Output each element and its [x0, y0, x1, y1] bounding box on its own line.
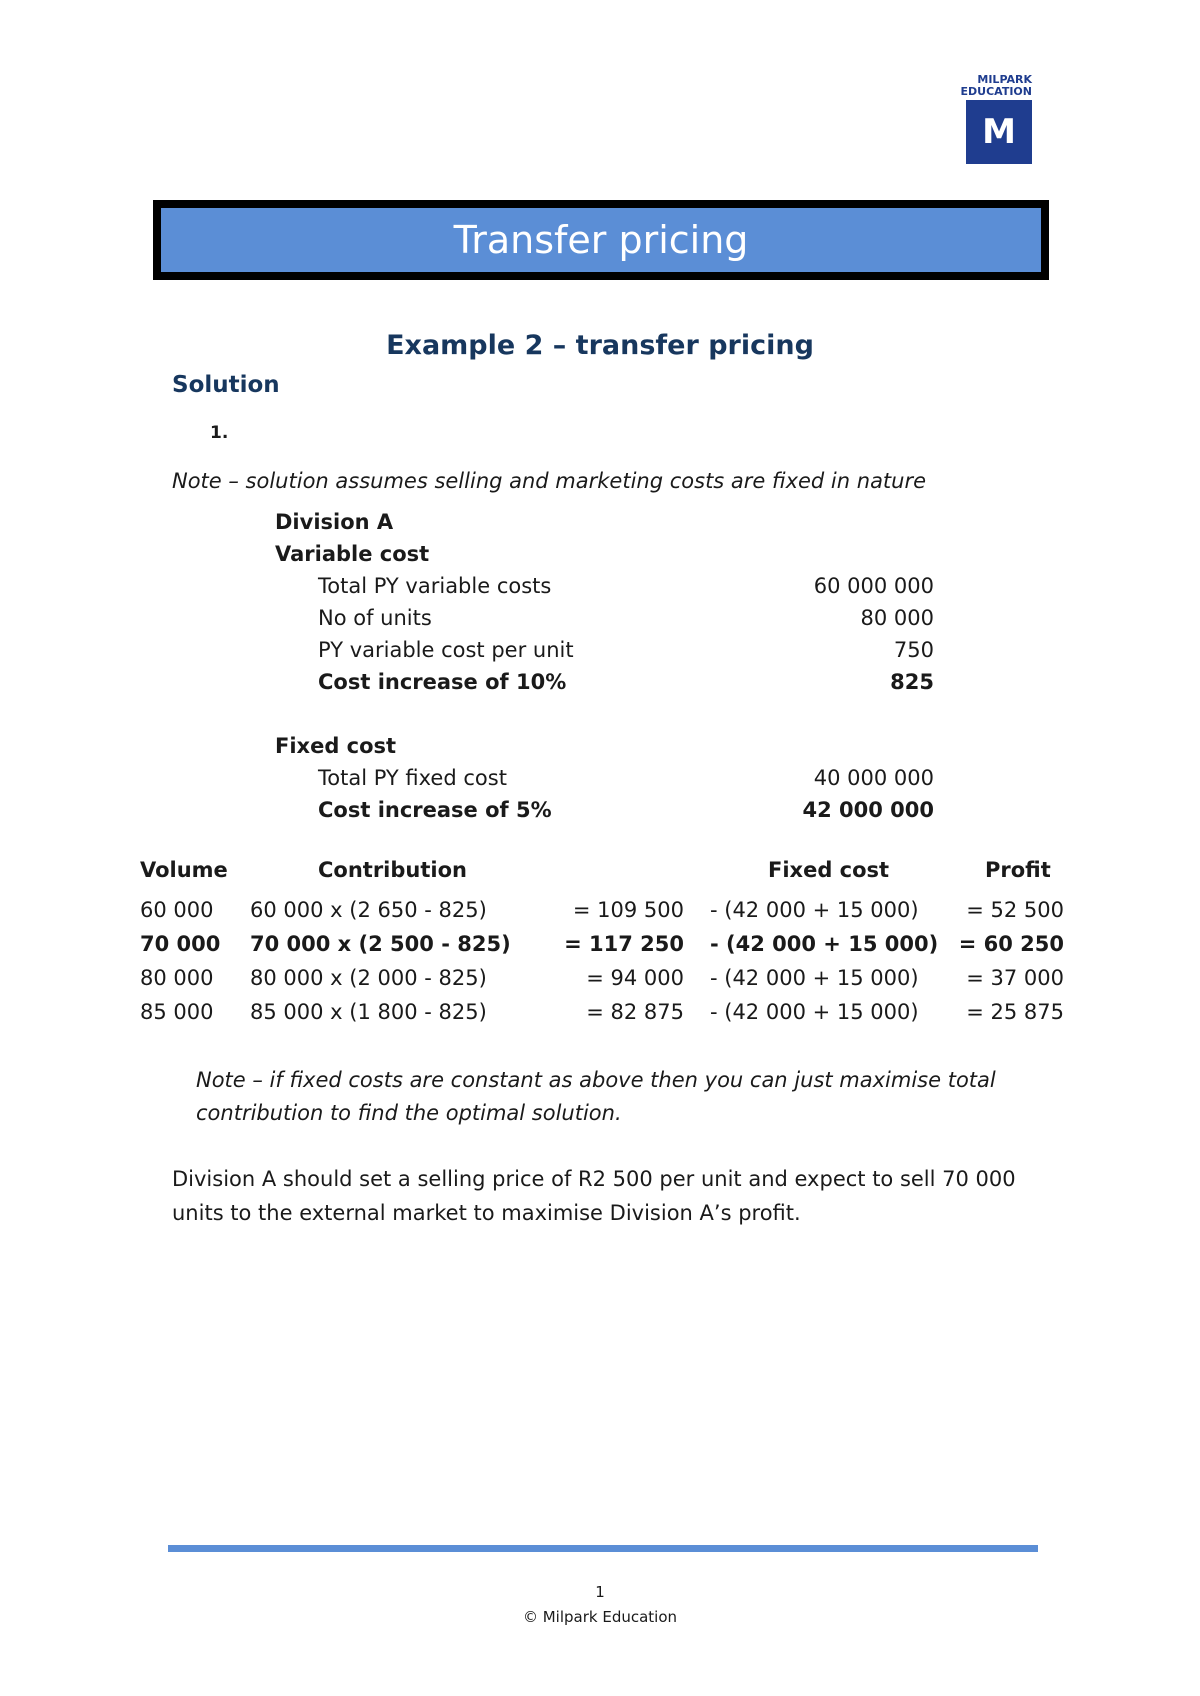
table-cell-volume: 80 000: [140, 966, 214, 990]
table-cell-profit: = 25 875: [966, 1000, 1064, 1024]
milpark-logo: [966, 100, 1032, 164]
table-cell-calc: 70 000 x (2 500 - 825): [250, 932, 511, 956]
table-cell-profit: = 52 500: [966, 898, 1064, 922]
conclusion-paragraph: Division A should set a selling price of R2 500 per unit and expect to sell 70 000 units to the external market to maximise Division A’s profit.: [172, 1167, 1016, 1225]
table-cell-volume: 60 000: [140, 898, 214, 922]
fixed-cost-value: 42 000 000: [802, 798, 934, 822]
title-banner: [153, 200, 1049, 280]
footer-divider: [168, 1545, 1038, 1552]
table-cell-fixed: - (42 000 + 15 000): [710, 1000, 919, 1024]
table-cell-fixed: - (42 000 + 15 000): [710, 932, 939, 956]
col-header-fixed-cost: Fixed cost: [768, 858, 890, 882]
fixed-cost-title: Fixed cost: [275, 734, 397, 758]
table-cell-volume: 70 000: [140, 932, 221, 956]
table-cell-contribution: = 109 500: [572, 898, 684, 922]
solution-subheading: Solution: [172, 372, 280, 398]
table-cell-contribution: = 117 250: [564, 932, 684, 956]
variable-cost-value: 825: [890, 670, 934, 694]
assumption-note: Note – solution assumes selling and marketing costs are fixed in nature: [172, 469, 927, 493]
fixed-cost-note-line1: Note – if fixed costs are constant as above then you can just maximise total: [196, 1068, 996, 1092]
banner-title: Transfer pricing: [161, 208, 1041, 272]
table-cell-calc: 80 000 x (2 000 - 825): [250, 966, 487, 990]
col-header-profit: Profit: [985, 858, 1051, 882]
table-cell-calc: 85 000 x (1 800 - 825): [250, 1000, 487, 1024]
col-header-volume: Volume: [140, 858, 228, 882]
table-cell-contribution: = 94 000: [586, 966, 684, 990]
logo-line-milpark: MILPARK: [977, 73, 1032, 86]
fixed-cost-label: Total PY fixed cost: [318, 766, 507, 790]
variable-cost-label: PY variable cost per unit: [318, 638, 574, 662]
variable-cost-value: 750: [893, 638, 934, 662]
copyright-notice: © Milpark Education: [522, 1608, 678, 1626]
division-a-label: Division A: [275, 510, 394, 534]
logo-letter: M: [982, 112, 1016, 152]
example-heading: Example 2 – transfer pricing: [386, 330, 814, 361]
fixed-cost-value: 40 000 000: [813, 766, 934, 790]
variable-cost-value: 60 000 000: [813, 574, 934, 598]
table-cell-profit: = 60 250: [958, 932, 1064, 956]
table-cell-profit: = 37 000: [966, 966, 1064, 990]
logo-line-education: EDUCATION: [960, 85, 1032, 98]
table-cell-contribution: = 82 875: [586, 1000, 684, 1024]
table-cell-volume: 85 000: [140, 1000, 214, 1024]
table-cell-fixed: - (42 000 + 15 000): [710, 898, 919, 922]
variable-cost-title: Variable cost: [275, 542, 430, 566]
variable-cost-label: No of units: [318, 606, 432, 630]
variable-cost-label: Total PY variable costs: [318, 574, 552, 598]
fixed-cost-note-line2: contribution to find the optimal solution.: [196, 1101, 622, 1125]
variable-cost-label: Cost increase of 10%: [318, 670, 567, 694]
table-cell-fixed: - (42 000 + 15 000): [710, 966, 919, 990]
item-number: 1.: [210, 423, 229, 443]
col-header-contribution: Contribution: [318, 858, 467, 882]
fixed-cost-label: Cost increase of 5%: [318, 798, 552, 822]
page-number: 1: [595, 1583, 605, 1601]
table-cell-calc: 60 000 x (2 650 - 825): [250, 898, 487, 922]
variable-cost-value: 80 000: [860, 606, 934, 630]
